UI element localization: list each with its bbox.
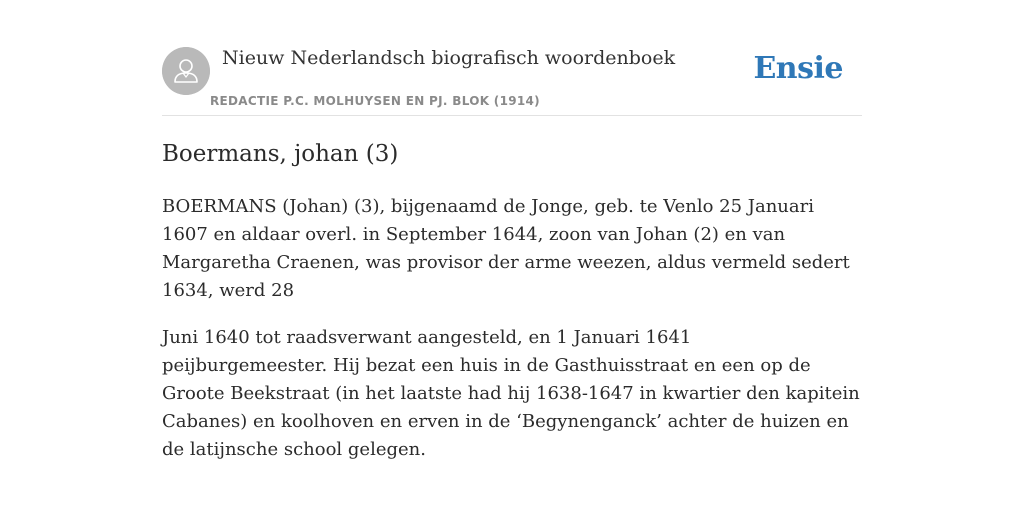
source-header <box>162 0 862 116</box>
entry-paragraph: Juni 1640 tot raadsverwant aangesteld, en 1 Januari 1641 peijburgemeester. Hij bezat een huis in de Gasthuisstraat en een op de Groote Beekstraat (in het laatste had hij 1638-1647 in kwartier den kapitein Cabanes) en koolhoven en erven in de ‘Begynenganck’ achter de huizen en de latijnsche school gelegen. <box>162 327 860 460</box>
entry-paragraph: BOERMANS (Johan) (3), bijgenaamd de Jonge, geb. te Venlo 25 Januari 1607 en aldaar overl. in September 1644, zoon van Johan (2) en van Margaretha Craenen, was provisor der arme weezen, aldus vermeld sedert 1634, werd 28 <box>162 196 850 301</box>
book-title[interactable]: Nieuw Nederlandsch biografisch woordenboek <box>222 47 676 69</box>
entry-card <box>162 0 862 460</box>
entry-body <box>162 193 862 483</box>
entry-title: Boermans, johan (3) <box>162 141 399 167</box>
user-silhouette-icon <box>162 47 210 95</box>
editors-credit: REDACTIE P.C. MOLHUYSEN EN PJ. BLOK (1914) <box>210 94 540 108</box>
ensie-logo[interactable]: Ensie <box>753 51 843 86</box>
